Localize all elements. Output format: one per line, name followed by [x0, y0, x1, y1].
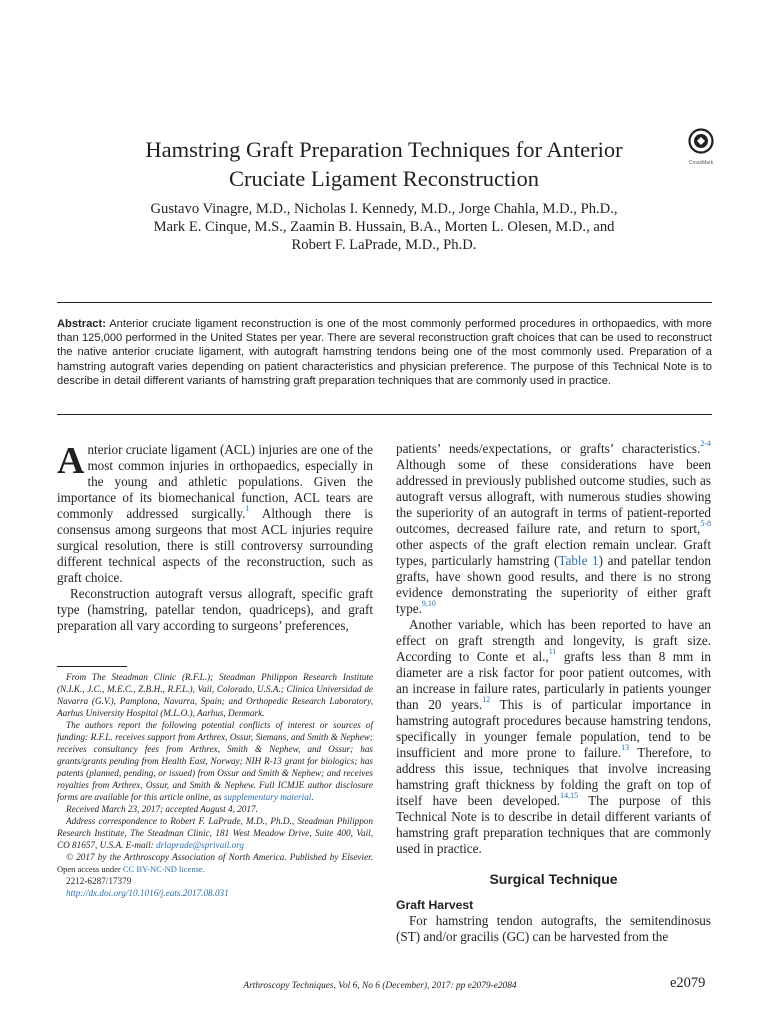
article-title: [60, 135, 708, 193]
citation-link[interactable]: 9,10: [421, 599, 436, 608]
footnote-copyright: © 2017 by the Arthroscopy Association of North America. Published by Elsevier. Open access under CC BY-NC-ND license.: [57, 852, 373, 874]
title-line-2: Cruciate Ligament Reconstruction: [229, 166, 539, 191]
body-paragraph: Reconstruction autograft versus allograft, specific graft type (hamstring, patellar tendon, quadriceps), and graft preparation all vary according to surgeons’ preferences,: [57, 586, 373, 633]
citation-link[interactable]: 1: [245, 504, 250, 513]
abstract-bottom-rule: [57, 414, 712, 415]
citation-link[interactable]: 2-4: [700, 439, 711, 448]
footnote-conflicts: The authors report the following potential conflicts of interest or sources of funding: R.F.L. receives support from Arthrex, Ossur, Siemans, and Smith & Nephew; receives consultancy fees from Arthrex, Smith & Nephew, and Ossur; has grants/grants pending from Health East, Norway; NIH R-13 grant for biologics; has patents (planned, pending, or issued) from Ossur and Smith & Nephew; and receives royalties from Arthrex, Ossur, and Smith & Nephew. Full ICMJE author disclosure forms are available for this article online, as supplementary material.: [57, 720, 373, 802]
abstract: [57, 317, 712, 388]
crossmark-icon: [688, 128, 714, 154]
email-link[interactable]: drlaprade@sprivail.org: [156, 840, 245, 850]
author-list: [60, 200, 708, 254]
authors-line-3: Robert F. LaPrade, M.D., Ph.D.: [291, 237, 477, 253]
citation-link[interactable]: 13: [621, 743, 630, 752]
citation-link[interactable]: 5-8: [700, 519, 711, 528]
intro-paragraph: Anterior cruciate ligament (ACL) injuries are one of the most common injuries in orthopaedics, especially in the young and athletic populations. Given the importance of its biomechanical function, ACL tears are commonly addressed surgically.$^1$ Although there is consensus among surgeons that most ACL injuries require surgical resolution, there is still controversy surrounding different technical aspects of the reconstruction, such as graft choice.: [57, 440, 373, 585]
subsection-heading-graft-harvest: Graft Harvest: [396, 898, 474, 912]
page-number: e2079: [670, 975, 706, 991]
body-left-column: [57, 442, 373, 634]
crossmark-label: CrossMark: [688, 160, 714, 166]
authors-line-1: Gustavo Vinagre, M.D., Nicholas I. Kennedy, M.D., Jorge Chahla, M.D., Ph.D.,: [150, 201, 618, 217]
crossmark-badge[interactable]: [684, 128, 718, 166]
body-right-column: [396, 441, 711, 857]
footnote-correspondence: Address correspondence to Robert F. LaPrade, M.D., Ph.D., Steadman Philippon Research Institute, The Steadman Clinic, 181 West Meadow Drive, Suite 400, Vail, CO 81657, U.S.A. E-mail: drlaprade@sprivail.org: [57, 816, 373, 850]
footnote-rule: [57, 666, 127, 667]
footnote-doi: [57, 887, 373, 899]
doi-link[interactable]: http://dx.doi.org/10.1016/j.eats.2017.08.031: [66, 888, 229, 898]
title-line-1: Hamstring Graft Preparation Techniques for Anterior: [145, 137, 623, 162]
table-1-link[interactable]: Table 1: [558, 553, 599, 568]
footnote-affiliation: From The Steadman Clinic (R.F.L.); Steadman Philippon Research Institute (N.I.K., J.C., M.E.C., Z.B.H., R.F.L.), Vail, Colorado, U.S.A.; Clínica Universidad de Navarra (G.V.), Pamplona, Navarra, Spain; and Orthopedic Research Laboratory, Aarhus University Hospital (M.L.O.), Aarhus, Denmark.: [57, 672, 373, 718]
body-paragraph: Another variable, which has been reported to have an effect on graft strength and longevity, is graft size. According to Conte et al.,$^{11}$ grafts less than 8 mm in diameter are a risk factor for poor patient outcomes, with an increase in failure rates, particularly in patients younger than 20 years.$^{12}$ This is of particular importance in hamstring autograft procedures because hamstring tendons, specifically in younger female population, tend to be insufficient and more prone to failure.$^{13}$ Therefore, to address this issue, techniques that involve increasing hamstring graft thickness by folding the graft on top of itself have been developed.$^{14,15}$ The purpose of this Technical Note is to describe in detail different variants of hamstring graft preparation techniques that are commonly used in practice.: [396, 617, 711, 856]
authors-line-2: Mark E. Cinque, M.S., Zaamin B. Hussain, B.A., Morten L. Olesen, M.D., and: [153, 219, 615, 235]
footnotes: [57, 671, 373, 899]
footnote-issn: 2212-6287/17379: [66, 876, 132, 886]
abstract-top-rule: [57, 302, 712, 303]
abstract-label: Abstract:: [57, 318, 106, 330]
section-heading-surgical-technique: Surgical Technique: [489, 871, 618, 887]
drop-cap: A: [57, 440, 85, 482]
journal-citation-footer: Arthroscopy Techniques, Vol 6, No 6 (December), 2017: pp e2079-e2084: [243, 981, 517, 991]
footnote-received: Received March 23, 2017; accepted August 4, 2017.: [66, 804, 258, 814]
license-link[interactable]: CC BY-NC-ND license.: [122, 864, 205, 874]
graft-harvest-paragraph: For hamstring tendon autografts, the semitendinosus (ST) and/or gracilis (GC) can be harvested from the: [396, 913, 711, 944]
abstract-text: Anterior cruciate ligament reconstruction is one of the most commonly performed procedures in orthopaedics, with more than 125,000 performed in the United States per year. There are several reconstruction graft choices that can be used to reconstruct the native anterior cruciate ligament, with autograft hamstring tendons being one of the most commonly used. Preparation of a hamstring autograft varies depending on patient characteristics and physician preference. The purpose of this Technical Note is to describe in detail different variants of hamstring graft preparation techniques that are commonly used in practice.: [57, 318, 712, 387]
citation-link[interactable]: 12: [482, 695, 491, 704]
citation-link[interactable]: 14,15: [560, 791, 579, 800]
body-paragraph: patients’ needs/expectations, or grafts’ characteristics.$^{2-4}$ Although some of these considerations have been addressed in previously published outcome studies, such as autograft versus allograft, with numerous studies showing the superiority of an autograft in terms of patient-reported outcomes, decreased failure rate, and return to sport,$^{5-8}$ other aspects of the graft election remain unclear. Graft types, particularly hamstring (Table 1) and patellar tendon grafts, have shown good results, and there is no strong evidence demonstrating the superiority of either graft type.$^{9,10}$: [396, 439, 711, 616]
supplementary-material-link[interactable]: supplementary material: [223, 792, 312, 802]
citation-link[interactable]: 11: [548, 647, 557, 656]
